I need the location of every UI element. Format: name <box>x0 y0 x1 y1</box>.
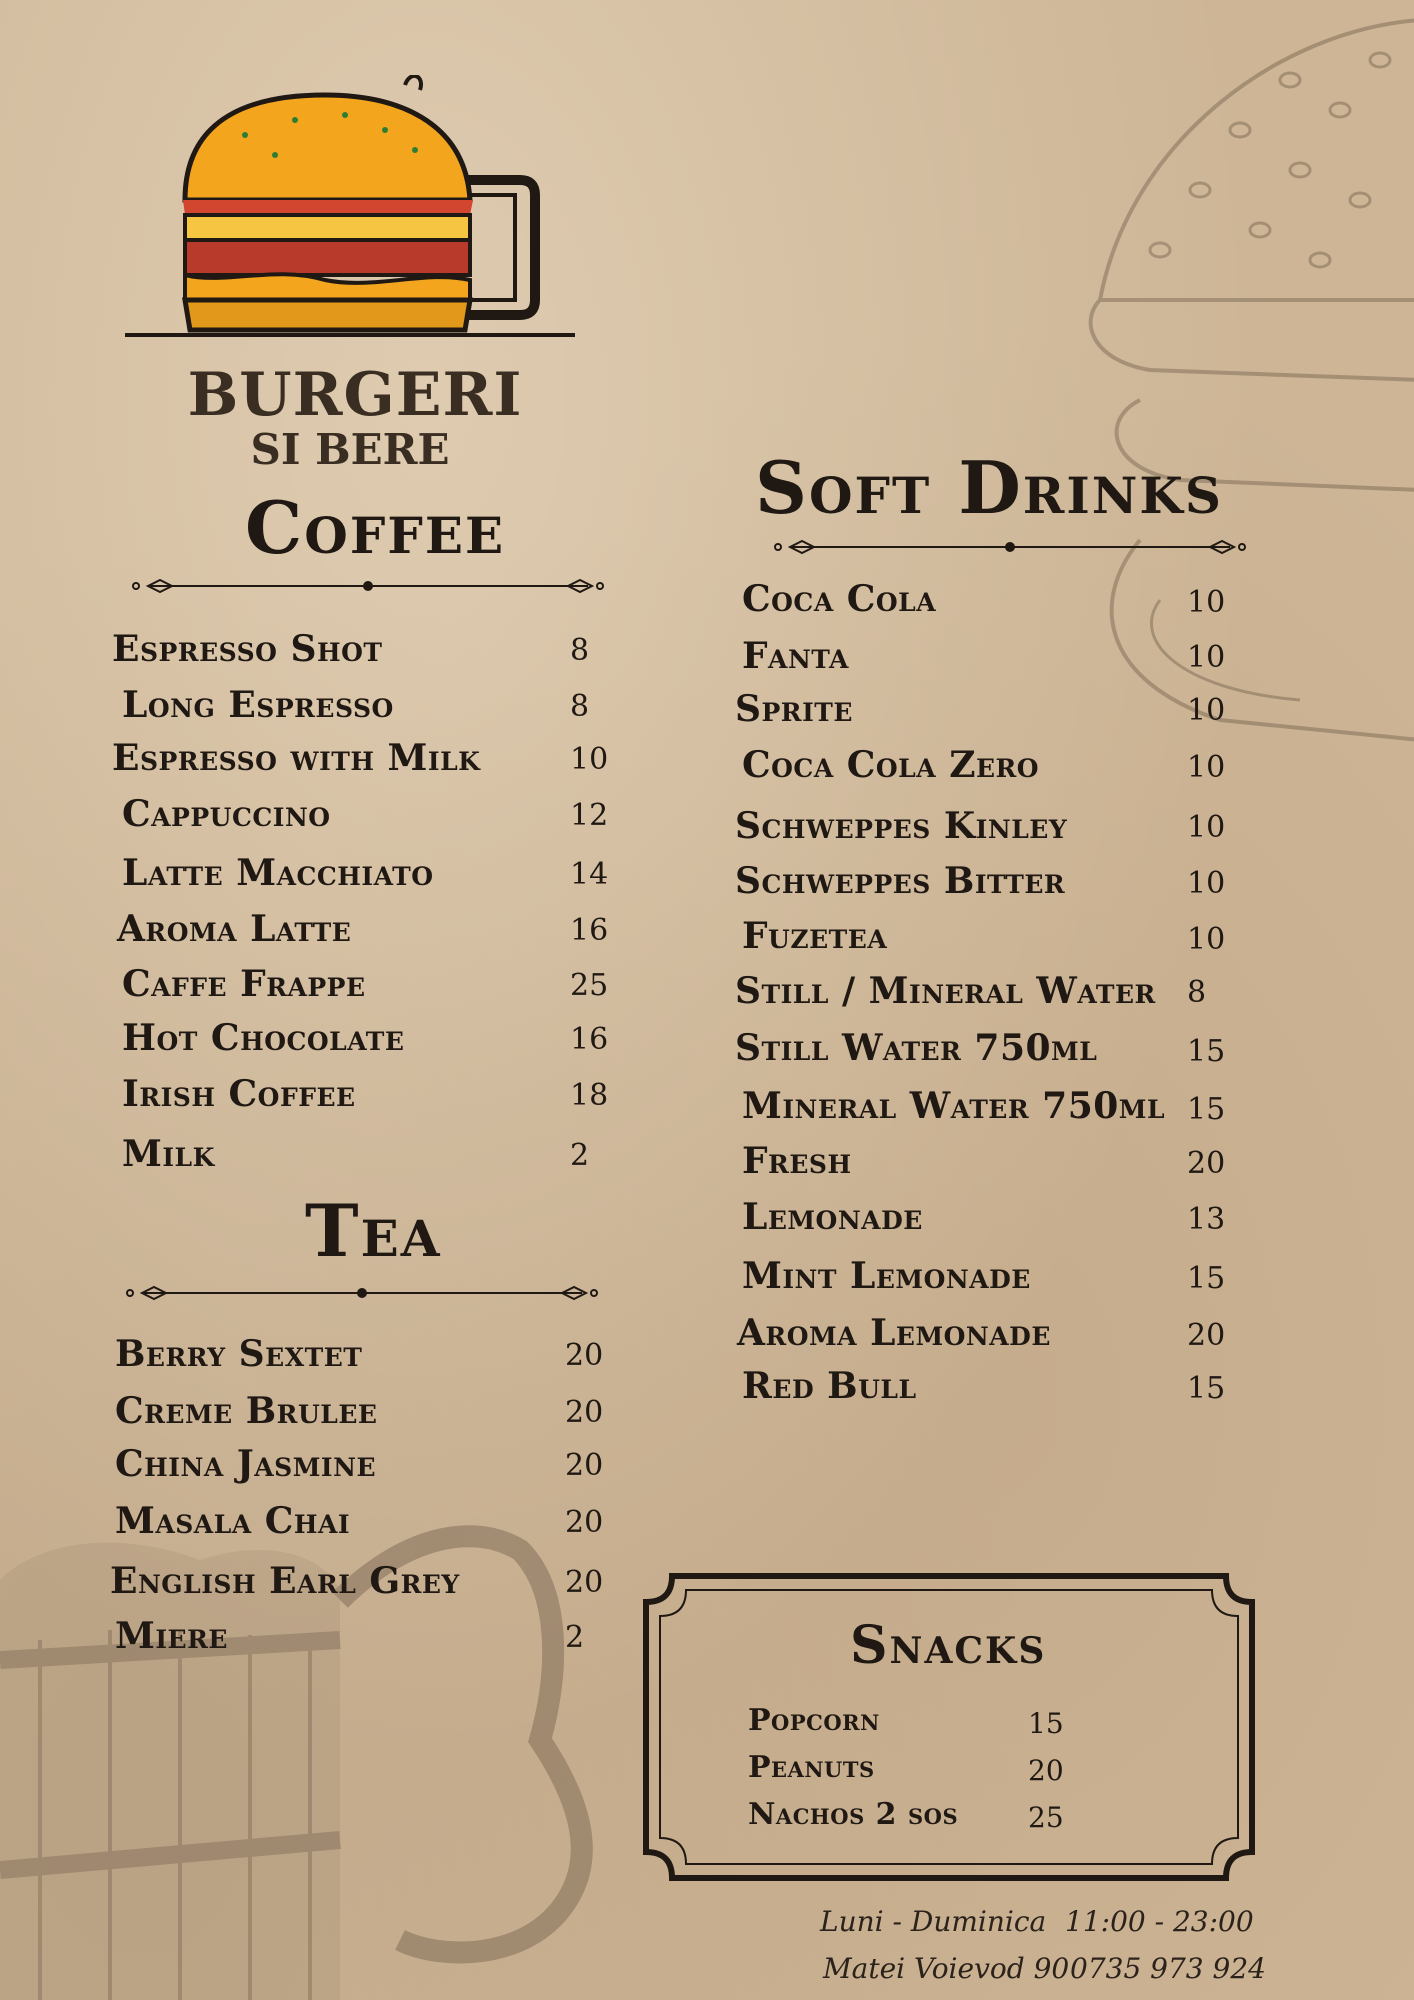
soft-drink-item-price: 15 <box>1187 1092 1226 1127</box>
address: Matei Voievod 90 <box>823 1952 1070 1985</box>
coffee-item-price: 2 <box>570 1138 590 1173</box>
tea-item-price: 20 <box>565 1505 604 1540</box>
soft-drink-item-name: Coca Cola Zero <box>742 744 1040 786</box>
soft-drink-item-name: Lemonade <box>742 1196 923 1238</box>
snack-item-name: Popcorn <box>748 1703 880 1738</box>
coffee-item-price: 8 <box>570 689 590 724</box>
tea-heading: Tea <box>305 1188 442 1273</box>
soft-drink-item-price: 15 <box>1187 1261 1226 1296</box>
burger-sketch-icon <box>1040 0 1414 860</box>
burger-beer-logo-icon <box>125 75 585 355</box>
snack-item-name: Peanuts <box>748 1750 875 1785</box>
soft-drink-item-price: 10 <box>1187 585 1226 620</box>
soft-drink-item-name: Aroma Lemonade <box>737 1312 1051 1354</box>
coffee-item-price: 16 <box>570 913 609 948</box>
soft-drink-item-name: Schweppes Kinley <box>735 805 1068 847</box>
ornament-divider-icon <box>128 576 608 596</box>
tea-item-name: Masala Chai <box>115 1500 351 1542</box>
coffee-item-name: Hot Chocolate <box>122 1017 405 1059</box>
coffee-item-price: 14 <box>570 857 609 892</box>
soft-drink-item-price: 15 <box>1187 1034 1226 1069</box>
coffee-item-price: 18 <box>570 1078 609 1113</box>
soft-drink-item-price: 20 <box>1187 1318 1226 1353</box>
snack-item-price: 15 <box>1028 1707 1064 1740</box>
coffee-item-name: Long Espresso <box>122 684 394 726</box>
coffee-item-name: Caffe Frappe <box>122 963 366 1005</box>
tea-item-price: 20 <box>565 1448 604 1483</box>
phone-number: 0735 973 924 <box>1070 1952 1266 1985</box>
tea-item-name: Berry Sextet <box>115 1333 363 1375</box>
coffee-item-price: 8 <box>570 633 590 668</box>
soft-drink-item-price: 10 <box>1187 922 1226 957</box>
tea-item-price: 20 <box>565 1565 604 1600</box>
opening-hours: 11:00 - 23:00 <box>1065 1905 1254 1938</box>
ornament-divider-icon <box>770 537 1250 557</box>
soft-drink-item-price: 8 <box>1187 975 1207 1010</box>
coffee-item-price: 12 <box>570 798 609 833</box>
soft-drink-item-price: 13 <box>1187 1202 1226 1237</box>
soft-drink-item-name: Mineral Water 750ml <box>742 1085 1166 1127</box>
brand-title: BURGERI <box>187 360 523 430</box>
tea-item-name: English Earl Grey <box>110 1560 460 1602</box>
snacks-heading: Snacks <box>850 1615 1047 1676</box>
coffee-item-price: 25 <box>570 968 609 1003</box>
soft-drinks-heading: Soft Drinks <box>755 445 1223 530</box>
soft-drink-item-name: Coca Cola <box>742 578 937 620</box>
coffee-item-name: Cappuccino <box>122 793 331 835</box>
tea-item-price: 20 <box>565 1395 604 1430</box>
soft-drink-item-name: Fuzetea <box>742 915 888 957</box>
soft-drink-item-price: 10 <box>1187 866 1226 901</box>
tea-item-price: 20 <box>565 1338 604 1373</box>
coffee-item-name: Espresso with Milk <box>112 737 481 779</box>
coffee-item-price: 16 <box>570 1022 609 1057</box>
snack-item-price: 25 <box>1028 1801 1064 1834</box>
soft-drink-item-name: Still Water 750ml <box>735 1027 1098 1069</box>
coffee-heading: Coffee <box>245 485 506 570</box>
brand-subtitle: SI BERE <box>250 425 450 474</box>
tea-item-name: Miere <box>115 1615 228 1657</box>
soft-drink-item-name: Mint Lemonade <box>742 1255 1031 1297</box>
soft-drink-item-name: Sprite <box>735 688 853 730</box>
coffee-item-name: Aroma Latte <box>117 908 352 950</box>
coffee-item-name: Milk <box>122 1133 215 1175</box>
tea-item-price: 2 <box>565 1620 585 1655</box>
tea-item-name: Creme Brulee <box>115 1390 378 1432</box>
soft-drink-item-name: Fanta <box>742 635 849 677</box>
soft-drink-item-price: 20 <box>1187 1146 1226 1181</box>
coffee-item-name: Espresso Shot <box>112 628 383 670</box>
soft-drink-item-price: 15 <box>1187 1371 1226 1406</box>
opening-days: Luni - Duminica <box>820 1905 1047 1938</box>
soft-drink-item-name: Fresh <box>742 1140 852 1182</box>
soft-drink-item-name: Red Bull <box>742 1365 917 1407</box>
coffee-item-price: 10 <box>570 742 609 777</box>
coffee-item-name: Latte Macchiato <box>122 852 434 894</box>
soft-drink-item-price: 10 <box>1187 693 1226 728</box>
soft-drink-item-price: 10 <box>1187 810 1226 845</box>
snack-item-name: Nachos 2 sos <box>748 1797 959 1832</box>
soft-drink-item-name: Schweppes Bitter <box>735 860 1066 902</box>
ornament-divider-icon <box>122 1283 602 1303</box>
soft-drink-item-price: 10 <box>1187 750 1226 785</box>
coffee-item-name: Irish Coffee <box>122 1073 356 1115</box>
soft-drink-item-price: 10 <box>1187 640 1226 675</box>
soft-drink-item-name: Still / Mineral Water <box>735 970 1156 1012</box>
tea-item-name: China Jasmine <box>115 1443 377 1485</box>
snack-item-price: 20 <box>1028 1754 1064 1787</box>
